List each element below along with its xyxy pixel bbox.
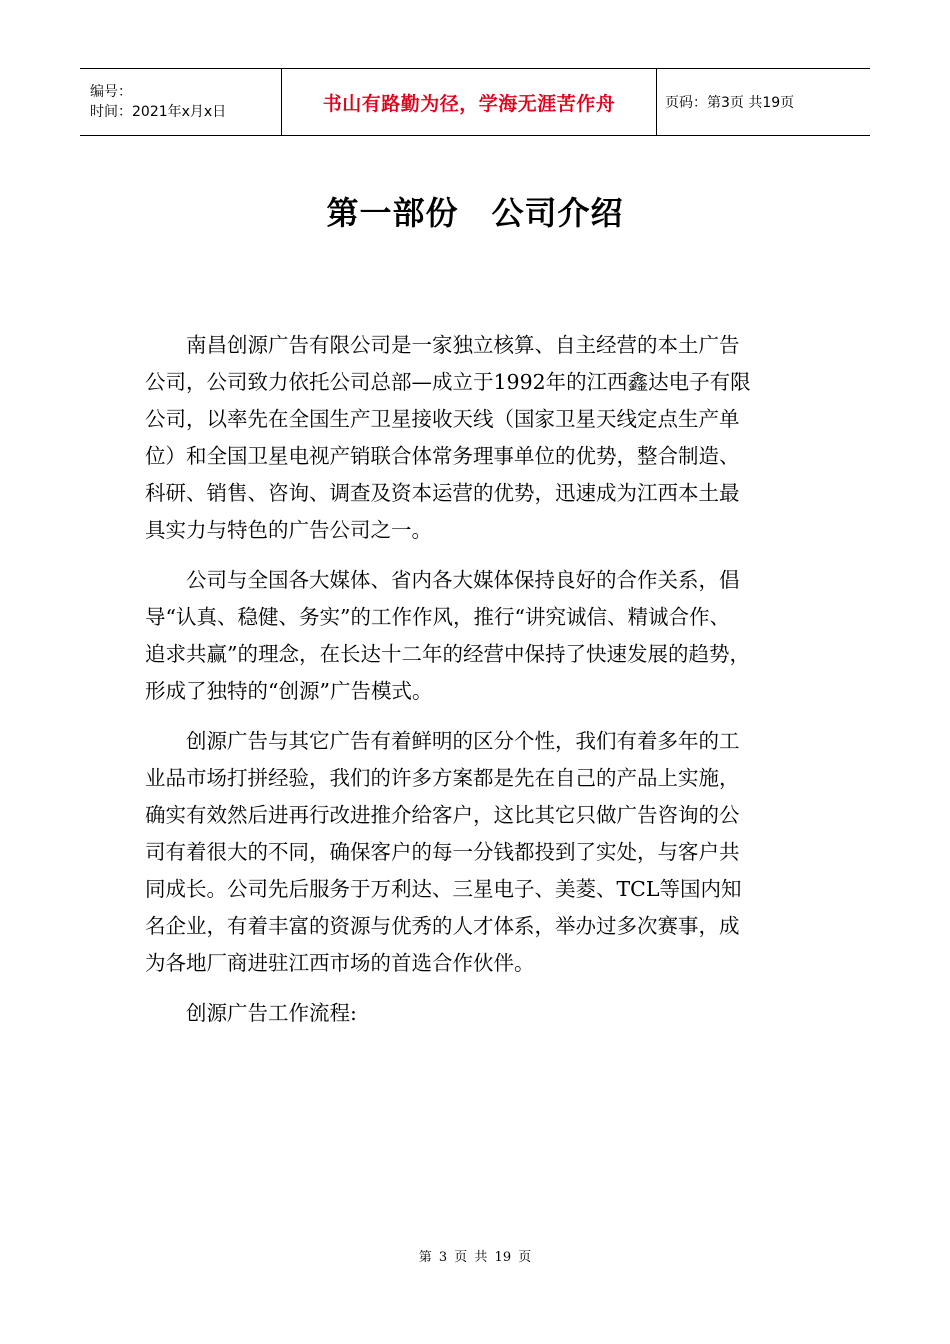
text-line: 公司，以率先在全国生产卫星接收天线（国家卫星天线定点生产单 xyxy=(145,407,740,431)
text-line: 确实有效然后进再行改进推介给客户，这比其它只做广告咨询的公 xyxy=(145,803,740,827)
text-line: 位）和全国卫星电视产销联合体常务理事单位的优势，整合制造、 xyxy=(145,444,740,468)
text-line: 司有着很大的不同，确保客户的每一分钱都投到了实处，与客户共 xyxy=(145,840,740,864)
paragraph-company-intro xyxy=(145,327,821,549)
document-body xyxy=(145,327,821,1032)
text-line: 具实力与特色的广告公司之一。 xyxy=(145,518,432,542)
page-title: 第一部份 公司介绍 xyxy=(326,194,624,232)
paragraph-media-relations xyxy=(145,562,821,710)
document-time: 时间：2021年x月x日 xyxy=(90,104,227,120)
text-line: 创源广告工作流程: xyxy=(145,1001,357,1025)
document-number-label: 编号： xyxy=(90,84,132,100)
paragraph-differentiation xyxy=(145,723,821,982)
header-page-info: 页码：第3页 共19页 xyxy=(665,95,795,111)
text-line: 公司与全国各大媒体、省内各大媒体保持良好的合作关系，倡 xyxy=(145,568,740,592)
text-line: 追求共赢”的理念，在长达十二年的经营中保持了快速发展的趋势， xyxy=(145,642,750,666)
paragraph-workflow-heading xyxy=(145,995,821,1032)
text-line: 创源广告与其它广告有着鲜明的区分个性，我们有着多年的工 xyxy=(145,729,740,753)
text-line: 为各地厂商进驻江西市场的首选合作伙伴。 xyxy=(145,951,535,975)
header-motto: 书山有路勤为径，学海无涯苦作舟 xyxy=(322,92,616,115)
page-header xyxy=(80,68,870,136)
text-line: 科研、销售、咨询、调查及资本运营的优势，迅速成为江西本土最 xyxy=(145,481,740,505)
page-footer: 第 3 页 共 19 页 xyxy=(418,1250,532,1265)
header-motto-cell xyxy=(282,69,657,135)
text-line: 名企业，有着丰富的资源与优秀的人才体系，举办过多次赛事，成 xyxy=(145,914,740,938)
text-line: 形成了独特的“创源”广告模式。 xyxy=(145,679,433,703)
text-line: 业品市场打拼经验，我们的许多方案都是先在自己的产品上实施， xyxy=(145,766,740,790)
text-line: 同成长。公司先后服务于万利达、三星电子、美菱、TCL等国内知 xyxy=(145,877,742,901)
text-line: 公司，公司致力依托公司总部—成立于1992年的江西鑫达电子有限 xyxy=(145,370,751,394)
text-line: 导“认真、稳健、务实”的工作作风，推行“讲究诚信、精诚合作、 xyxy=(145,605,730,629)
header-page-info-cell xyxy=(657,69,870,135)
header-meta xyxy=(80,69,282,135)
text-line: 南昌创源广告有限公司是一家独立核算、自主经营的本土广告 xyxy=(145,333,740,357)
